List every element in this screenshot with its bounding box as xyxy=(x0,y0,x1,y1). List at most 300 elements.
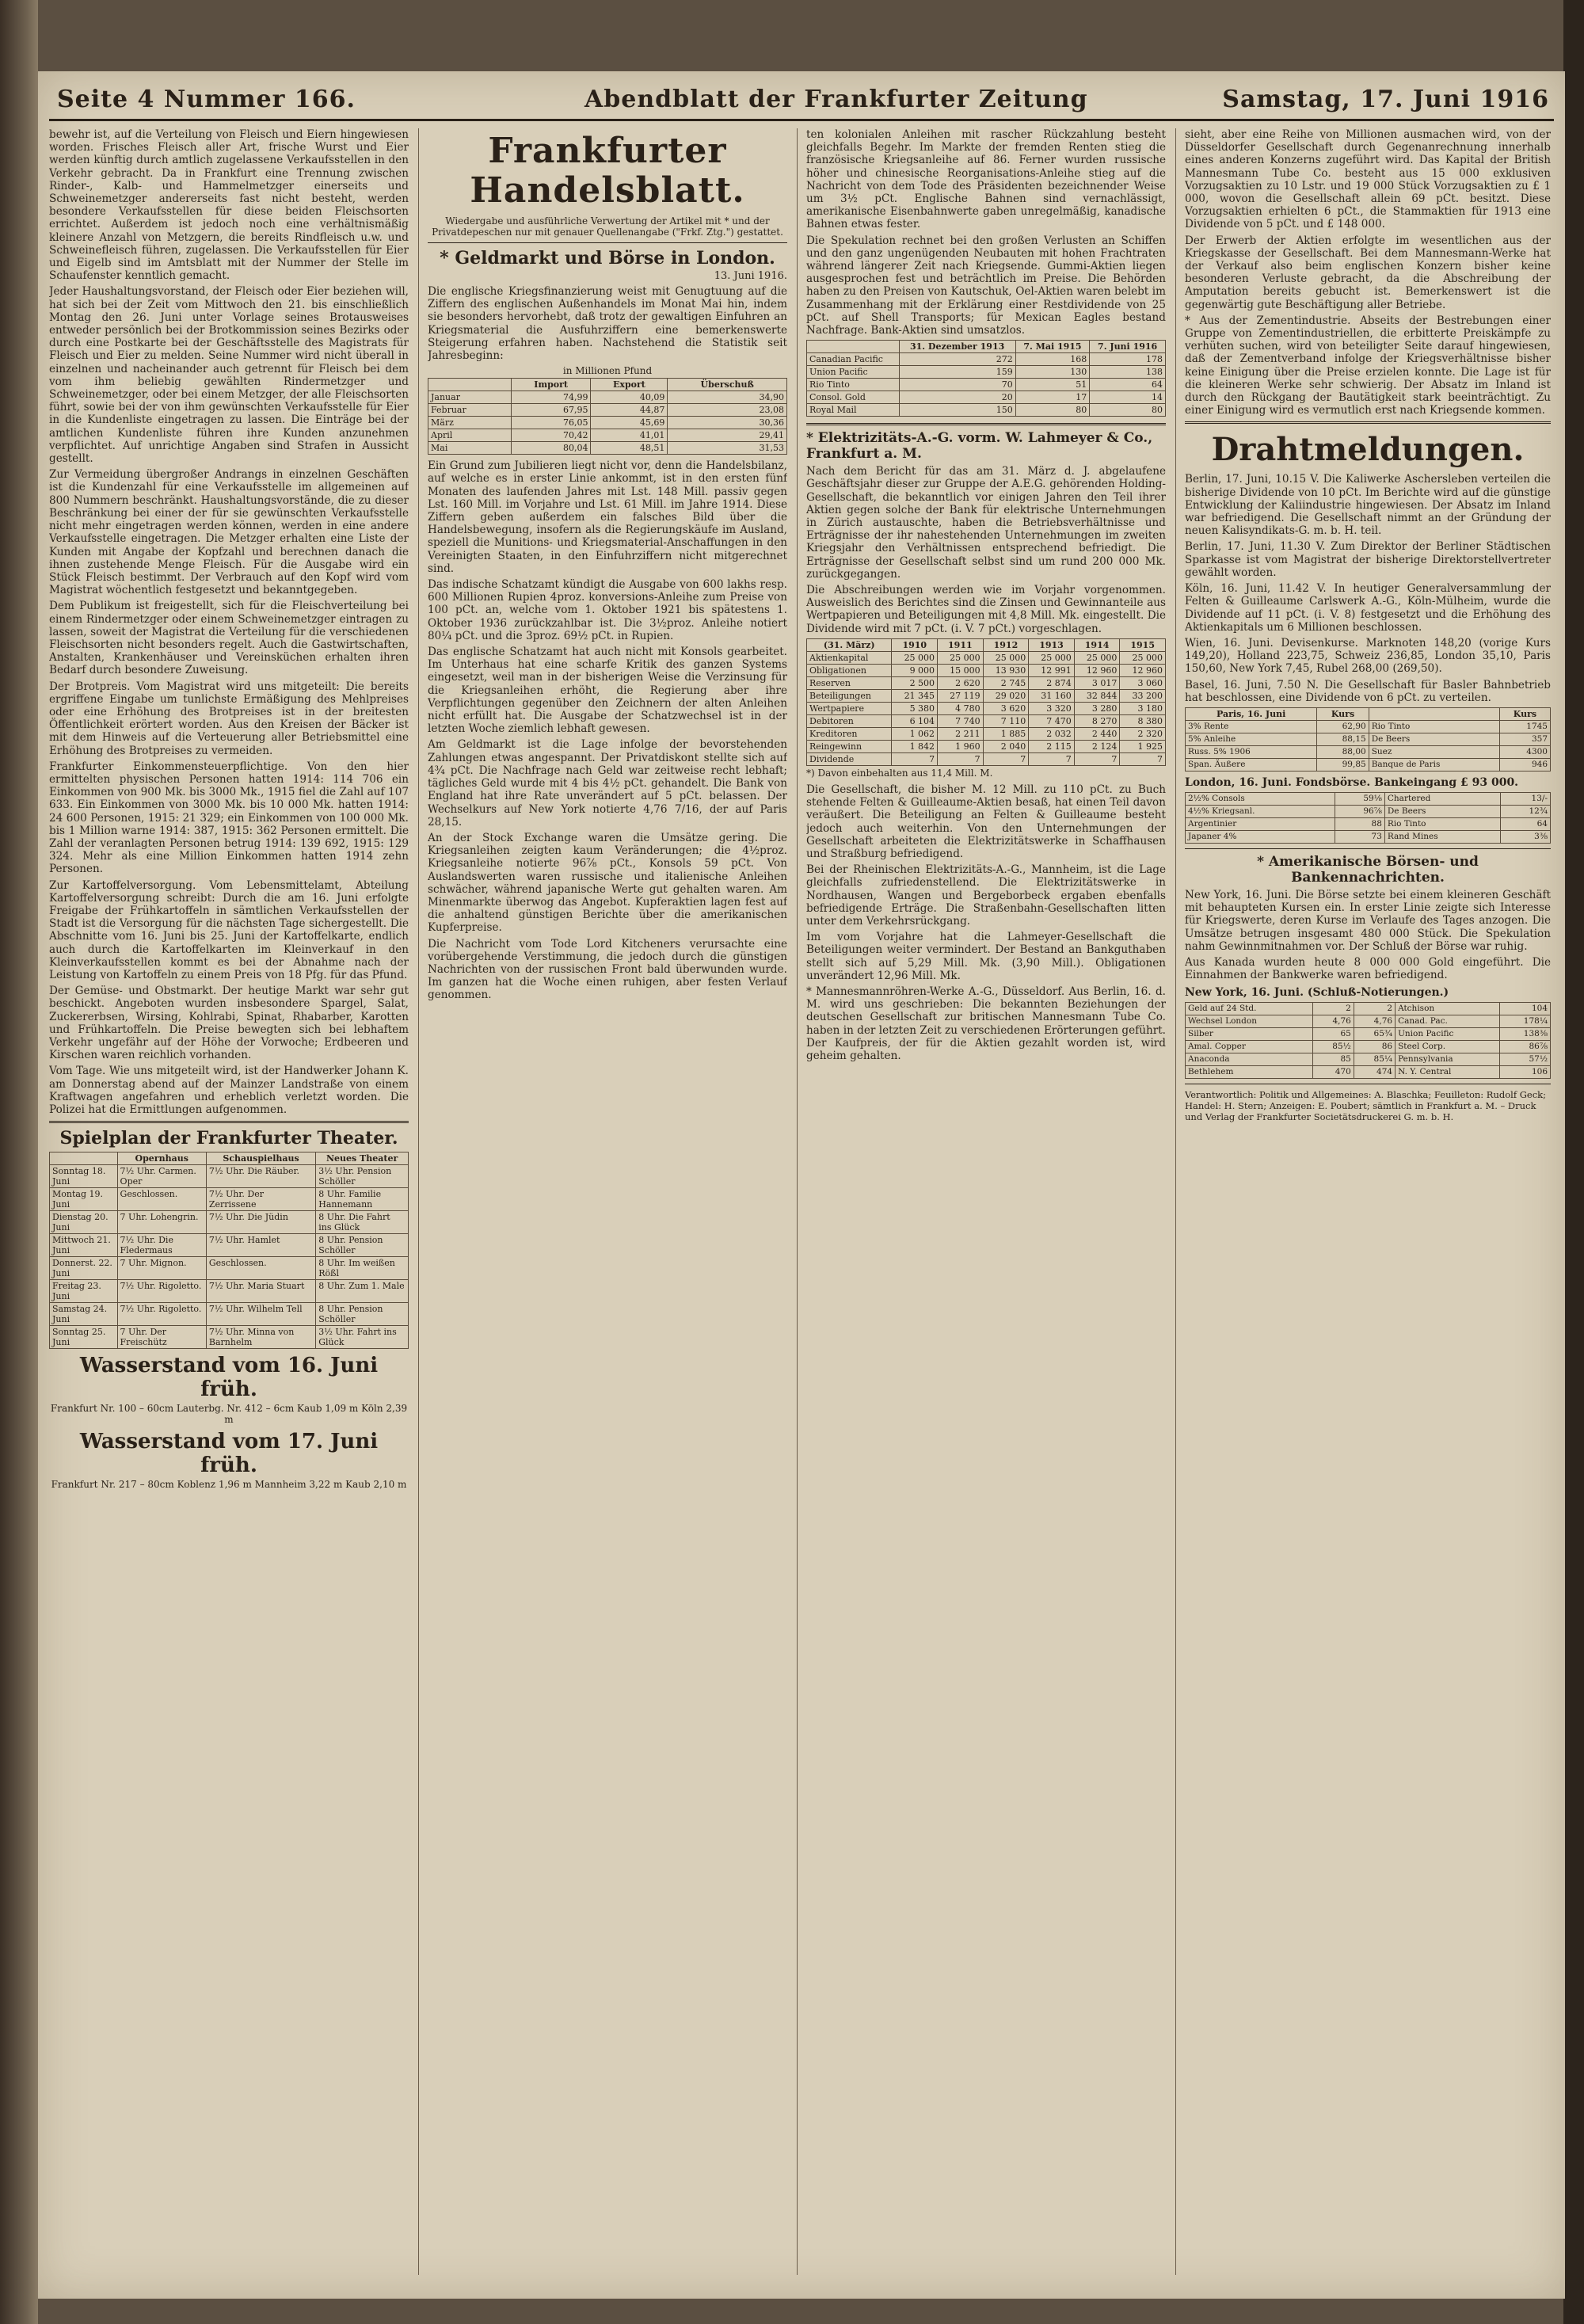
table-row xyxy=(807,366,1166,379)
table-cell: 30,36 xyxy=(668,417,787,429)
lahmeyer-title: * Elektrizitäts-A.-G. vorm. W. Lahmeyer & Co., Frankfurt a. M. xyxy=(806,430,1153,463)
rule xyxy=(806,423,1166,425)
table-cell: 2 745 xyxy=(983,676,1029,689)
table-cell: Union Pacific xyxy=(807,366,900,379)
table-row xyxy=(807,353,1166,366)
table-row xyxy=(50,1211,409,1234)
table-header-cell: Kurs xyxy=(1317,707,1369,720)
table-cell: Silber xyxy=(1186,1028,1313,1041)
table-cell: 106 xyxy=(1500,1066,1551,1079)
article-paragraph: ten kolonialen Anleihen mit rascher Rückzahlung besteht gleichfalls Begehr. Im Markte der fremden Renten stieg die französische Kriegsanleihe auf 86. Ferner wurden russische höher und chinesische Reorganisations-Anleihe stieg auf die Nachricht von dem Tode des Präsidenten bezeichnender Weise um 3½ pCt. Englische Bahnen sind vernachlässigt, amerikanische Eisenbahnwerte gaben unregelmäßig, kanadische Bahnen etwas fester. xyxy=(806,128,1166,231)
table-header-cell: 31. Dezember 1913 xyxy=(899,341,1015,353)
table-cell: 5 380 xyxy=(892,702,938,714)
article-paragraph: Das englische Schatzamt hat auch nicht mit Konsols gearbeitet. Im Unterhaus hat eine scharfe Kritik des ganzen Systems eingesetzt, weil man in der bisherigen Weise die Verzinsung für die Kriegsanleihen erhöht, die Regierung aber ihre Verpflichtungen gegenüber den Zeichnern der alten Anleihen nicht erfüllt hat. Die Ausgabe der Schatzwechsel ist in der letzten Woche ziemlich lebhaft gewesen. xyxy=(428,646,787,736)
article-paragraph: Die englische Kriegsfinanzierung weist mit Genugtuung auf die Ziffern des englischen Außenhandels im Monat Mai hin, indem sie besonders hervorhebt, daß trotz der gewaltigen Einfuhren an Kriegsmaterial die Ausfuhrziffern eine bemerkenswerte Steigerung erfahren haben. Nachstehend die Statistik seit Jahresbeginn: xyxy=(428,285,787,363)
handelsblatt-title: Frankfurter Handelsblatt. xyxy=(470,131,745,211)
table-cell: 7 xyxy=(1120,752,1166,765)
table-cell: Debitoren xyxy=(807,714,892,727)
table-cell: 1745 xyxy=(1499,720,1550,733)
table-cell: 12¾ xyxy=(1500,805,1550,817)
table-cell: 2 320 xyxy=(1120,727,1166,740)
table-cell: Rio Tinto xyxy=(1384,817,1500,830)
table-row xyxy=(50,1257,409,1280)
table-row xyxy=(50,1165,409,1188)
table-cell: 40,09 xyxy=(591,391,668,404)
table-cell: Banque de Paris xyxy=(1369,758,1499,771)
paris-table xyxy=(1185,707,1551,771)
table-cell: 99,85 xyxy=(1317,758,1369,771)
article-paragraph: Zur Vermeidung übergroßer Andrangs in einzelnen Geschäften ist die Kundenzahl für eine Verkaufsstelle im allgemeinen auf 800 Nummern beschränkt. Haushaltungsvorstände, die zu dieser Beschränkung bei einer der für sie gewünschten Verkaufsstelle nicht mehr eingetragen werden können, werden in eine andere Verkaufsstelle eingetragen. Die Metzger erhalten eine Liste der Kunden mit Angabe der Kopfzahl und berechnen danach die ihnen zustehende Menge Fleisch. Für die Ausgabe wird ein Stück Fleisch bestimmt. Der Verbrauch auf den Kopf wird vom Magistrat wöchentlich festgesetzt und bekanntgegeben. xyxy=(49,468,409,597)
table-header-cell: 1912 xyxy=(983,638,1029,651)
table-cell: Geschlossen. xyxy=(117,1188,206,1211)
issue-date: Samstag, 17. Juni 1916 xyxy=(1222,86,1549,113)
table-cell: 29 020 xyxy=(983,689,1029,702)
column-handelsblatt xyxy=(428,128,787,2275)
table-cell: 13 930 xyxy=(983,664,1029,676)
table-cell: 86⅞ xyxy=(1500,1041,1551,1053)
table-cell: 104 xyxy=(1500,1003,1551,1015)
table-cell: 3 320 xyxy=(1029,702,1075,714)
table-cell: 3⅜ xyxy=(1500,830,1550,843)
table-cell: 2 500 xyxy=(892,676,938,689)
table-cell: 3 017 xyxy=(1074,676,1120,689)
table-cell: Wechsel London xyxy=(1186,1015,1313,1028)
article-paragraph: Berlin, 17. Juni, 10.15 V. Die Kaliwerke Aschersleben verteilen die bisherige Dividende von 10 pCt. Im Berichte wird auf die günstige Entwicklung der Kaliindustrie hingewiesen. Der Absatz im Inland war befriedigend. Die Gesellschaft nimmt an der Gründung der neuen Kalisyndikats-G. m. b. H. teil. xyxy=(1185,473,1551,538)
table-cell: 34,90 xyxy=(668,391,787,404)
drahtmeldungen-title: Drahtmeldungen. xyxy=(1211,431,1525,469)
table-cell: Obligationen xyxy=(807,664,892,676)
table-cell: 67,95 xyxy=(511,404,591,417)
article-paragraph: * Aus der Zementindustrie. Abseits der Bestrebungen einer Gruppe von Zementindustriellen, die erbitterte Preiskämpfe zu verhüten suchen, wird von beteiligter Seite darauf hingewiesen, daß der Zementverband infolge der Kriegsverhältnisse bisher keine Einigung über die Preise erzielen konnte. Die Lage ist für die kleineren Werke sehr schwierig. Der Absatz im Inland ist durch den Rückgang der Bautätigkeit stark beeinträchtigt. Zu einer Einigung wird es vermutlich erst nach Kriegsende kommen. xyxy=(1185,314,1551,417)
table-cell: 2 874 xyxy=(1029,676,1075,689)
column-rule xyxy=(797,128,798,2275)
table-cell: Januar xyxy=(428,391,512,404)
table-cell: 14 xyxy=(1090,391,1166,404)
table-cell: 4300 xyxy=(1499,745,1550,758)
table-row xyxy=(50,1234,409,1257)
article-paragraph: sieht, aber eine Reihe von Millionen ausmachen wird, von der Düsseldorfer Gesellschaft durch Gegenanrechnung innerhalb eines anderen Konzerns zugeführt wird. Das Kapital der British Mannesmann Tube Co. besteht aus 15 000 exklusiven Vorzugsaktien zu 10 Lstr. und 19 000 Stück Vorzugsaktien zu £ 1 000, wovon die Gesellschaft allein 69 pCt. besitzt. Diese Vorzugsaktien erhielten 6 pCt., die Stammaktien für 1913 eine Dividende von 5 pCt. und £ 148 000. xyxy=(1185,128,1551,231)
table-cell: 4½% Kriegsanl. xyxy=(1186,805,1335,817)
table-cell: 57½ xyxy=(1500,1053,1551,1066)
table-cell: Pennsylvania xyxy=(1396,1053,1500,1066)
table-row xyxy=(428,404,787,417)
table-cell: 7½ Uhr. Maria Stuart xyxy=(206,1280,315,1303)
theater-title: Spielplan der Frankfurter Theater. xyxy=(59,1128,398,1149)
table-cell: Geschlossen. xyxy=(206,1257,315,1280)
article-paragraph: * Mannesmannröhren-Werke A.-G., Düsseldorf. Aus Berlin, 16. d. M. wird uns geschrieben: Die bekannten Beziehungen der deutschen Gesellschaft zur britischen Mannesmann Tube Co. haben in der letzten Zeit zu verschiedenen Erörterungen geführt. Der Kaufpreis, der für die Aktien gezahlt worden ist, wird geheim gehalten. xyxy=(806,985,1166,1062)
table-cell: 2 032 xyxy=(1029,727,1075,740)
article-paragraph: Die Abschreibungen werden wie im Vorjahr vorgenommen. Ausweislich des Berichtes sind die Zinsen und Gewinnanteile aus Wertpapieren und Beteiligungen mit 4,8 Mill. Mk. eingestellt. Die Dividende wird mit 7 pCt. (i. V. 7 pCt.) vorgeschlagen. xyxy=(806,584,1166,635)
table-cell: 138 xyxy=(1090,366,1166,379)
london-quotes-title: London, 16. Juni. Fondsbörse. Bankeingang £ 93 000. xyxy=(1185,775,1519,789)
table-cell: 25 000 xyxy=(938,651,984,664)
table-header-cell xyxy=(807,341,900,353)
table-row xyxy=(1186,745,1551,758)
table-cell: 7½ Uhr. Wilhelm Tell xyxy=(206,1303,315,1326)
table-cell: 470 xyxy=(1312,1066,1354,1079)
table-cell: Canad. Pac. xyxy=(1396,1015,1500,1028)
table-cell: 7 xyxy=(1074,752,1120,765)
table-cell: 272 xyxy=(899,353,1015,366)
table-cell: 159 xyxy=(899,366,1015,379)
table-cell: 138⅜ xyxy=(1500,1028,1551,1041)
table-cell: Rio Tinto xyxy=(1369,720,1499,733)
american-section-title: * Amerikanische Börsen- und Bankennachrichten. xyxy=(1257,853,1479,886)
trade-table-unit: in Millionen Pfund xyxy=(562,365,653,377)
table-cell: 7 xyxy=(938,752,984,765)
table-row xyxy=(50,1303,409,1326)
article-paragraph: Der Erwerb der Aktien erfolgte im wesentlichen aus der Kriegskasse der Gesellschaft. Bei dem Mannesmann-Werke hat der Verkauf also beim englischen Konzern bisher keine besonderen Verluste gebracht, da die Abschreibung der Amputation bereits gebucht ist. Bemerkenswert ist die gegenwärtig gute Beschäftigung aller Betriebe. xyxy=(1185,234,1551,311)
table-cell: 64 xyxy=(1500,817,1550,830)
table-cell: 85½ xyxy=(1312,1041,1354,1053)
table-cell: 8 Uhr. Familie Hannemann xyxy=(316,1188,409,1211)
industry-articles xyxy=(1185,128,1551,417)
column-companies xyxy=(806,128,1166,2275)
article-paragraph: Basel, 16. Juni, 7.50 N. Die Gesellschaft für Basler Bahnbetrieb hat beschlossen, eine Dividende von 6 pCt. zu verteilen. xyxy=(1185,678,1551,704)
table-cell: 51 xyxy=(1015,379,1090,391)
table-cell: Argentinier xyxy=(1186,817,1335,830)
newspaper-page xyxy=(38,71,1565,2299)
table-cell: 7 xyxy=(983,752,1029,765)
table-cell: 474 xyxy=(1354,1066,1395,1079)
table-cell: 7½ Uhr. Die Jüdin xyxy=(206,1211,315,1234)
lahmeyer-articles xyxy=(806,465,1166,635)
table-cell: 7½ Uhr. Der Zerrissene xyxy=(206,1188,315,1211)
table-cell: 1 885 xyxy=(983,727,1029,740)
table-cell: 9 000 xyxy=(892,664,938,676)
table-cell: 7 xyxy=(892,752,938,765)
dateline: 13. Juni 1916. xyxy=(714,270,787,282)
rule xyxy=(49,1121,409,1123)
article-paragraph: Bei der Rheinischen Elektrizitäts-A.-G., Mannheim, ist die Lage gleichfalls zufriedenstellend. Die Elektrizitätswerke in Nordhausen, Wangen und Bergeborbeck ergaben ebenfalls befriedigende Erträge. Die Straßenbahn-Gesellschaften litten unter dem Verkehrsrückgang. xyxy=(806,863,1166,928)
table-cell: 4 780 xyxy=(938,702,984,714)
table-header-cell xyxy=(428,379,512,391)
table-cell: Aktienkapital xyxy=(807,651,892,664)
article-paragraph: Frankfurter Einkommensteuerpflichtige. Von den hier ermittelten physischen Personen hatten 1914: 114 706 ein Einkommen von 900 Mk. bis 3000 Mk., 1915 fiel die Zahl auf 107 633. Ein Einkommen von 3000 Mk. bis 10 000 Mk. hatten 1914: 24 600 Personen, 1915: 21 329; ein Einkommen von 100 000 Mk. bis 1 Million warne 1914: 387, 1915: 362 Personen ermittelt. Die Zahl der veranlagten Personen betrug 1914: 139 692, 1915: 129 324. Mehr als eine Million Einkommen hatten 1914 zehn Personen. xyxy=(49,760,409,876)
table-cell: 44,87 xyxy=(591,404,668,417)
article-paragraph: Jeder Haushaltungsvorstand, der Fleisch oder Eier beziehen will, hat sich bei der Zeit vom Mittwoch den 21. bis einschließlich Montag den 26. Juni unter Vorlage seines Brotausweises entweder persönlich bei der Brotkommission seines Bezirks oder durch eine Postkarte bei der Geschäftsstelle des Magistrats für Fleisch und Eier zu melden. Seine Nummer wird nicht überall in einzelnen und nacheinander auch getrennt für Fleisch bei dem vom ihm beliebig gewählten Rindermetzger und Schweinemetzger, oder bei einem Metzger, der alle Fleischsorten führt, sowie bei der von ihm gewünschten Verkaufsstelle für Eier in die Kundenliste eingetragen zu lassen. Die Einträge bei der amtlichen Kundenliste führen ihre Kunden anzunehmen verpflichtet. Auf unrichtige Angaben sind Strafen in Aussicht gestellt. xyxy=(49,285,409,466)
table-cell: Reingewinn xyxy=(807,740,892,752)
table-cell: 85 xyxy=(1312,1053,1354,1066)
table-cell: 88,00 xyxy=(1317,745,1369,758)
table-cell: 7½ Uhr. Die Fledermaus xyxy=(117,1234,206,1257)
table-row xyxy=(807,752,1166,765)
table-cell: 96⅞ xyxy=(1335,805,1384,817)
table-cell: 25 000 xyxy=(892,651,938,664)
table-cell: 8 380 xyxy=(1120,714,1166,727)
table-cell: N. Y. Central xyxy=(1396,1066,1500,1079)
table-cell: 7½ Uhr. Rigoletto. xyxy=(117,1280,206,1303)
article-paragraph: Vom Tage. Wie uns mitgeteilt wird, ist der Handwerker Johann K. am Donnerstag abend auf der Mainzer Landstraße von einem Kraftwagen angefahren und erheblich verletzt worden. Die Polizei hat die Ermittlungen aufgenommen. xyxy=(49,1065,409,1117)
table-row xyxy=(1186,830,1551,843)
table-cell: 12 960 xyxy=(1120,664,1166,676)
table-header-cell: Paris, 16. Juni xyxy=(1186,707,1317,720)
table-cell: 8 270 xyxy=(1074,714,1120,727)
table-cell: 1 960 xyxy=(938,740,984,752)
table-cell: 3½ Uhr. Pension Schöller xyxy=(316,1165,409,1188)
table-cell: 3% Rente xyxy=(1186,720,1317,733)
table-cell: 32 844 xyxy=(1074,689,1120,702)
table-header-cell: 7. Mai 1915 xyxy=(1015,341,1090,353)
water-level-title-1: Wasserstand vom 16. Juni früh. xyxy=(79,1354,379,1402)
table-row xyxy=(50,1280,409,1303)
table-cell: März xyxy=(428,417,512,429)
table-cell: Sonntag 18. Juni xyxy=(50,1165,118,1188)
table-cell: 4,76 xyxy=(1312,1015,1354,1028)
rule xyxy=(1185,848,1551,849)
table-cell: 3½ Uhr. Fahrt ins Glück xyxy=(316,1326,409,1349)
table-row xyxy=(1186,720,1551,733)
table-cell: 2 211 xyxy=(938,727,984,740)
article-paragraph: Am Geldmarkt ist die Lage infolge der bevorstehenden Zahlungen etwas angespannt. Der Privatdiskont stellte sich auf 4¾ pCt. Die Nachfrage nach Geld war zeitweise recht lebhaft; tägliches Geld wurde mit 4 bis 4½ pCt. gehandelt. Die Bank von England hat ihre Rate unverändert auf 5 pCt. belassen. Der Wechselkurs auf New York notierte 4,76 7/16, der auf Paris 28,15. xyxy=(428,738,787,829)
table-cell: Rio Tinto xyxy=(807,379,900,391)
local-news-articles xyxy=(49,128,409,1116)
table-cell: 7½ Uhr. Die Räuber. xyxy=(206,1165,315,1188)
table-cell: Atchison xyxy=(1396,1003,1500,1015)
table-cell: 2 xyxy=(1354,1003,1395,1015)
table-row xyxy=(807,740,1166,752)
table-header-cell xyxy=(1369,707,1499,720)
article-paragraph: Berlin, 17. Juni, 11.30 V. Zum Direktor der Berliner Städtischen Sparkasse ist vom Magistrat der bisherige Direktorstellvertreter gewählt worden. xyxy=(1185,540,1551,579)
table-header-cell: 1910 xyxy=(892,638,938,651)
london-table xyxy=(1185,792,1551,844)
table-cell: Rand Mines xyxy=(1384,830,1500,843)
table-row xyxy=(428,429,787,442)
table-cell: 29,41 xyxy=(668,429,787,442)
table-cell: 85¼ xyxy=(1354,1053,1395,1066)
table-header-cell: (31. März) xyxy=(807,638,892,651)
table-header-cell: 7. Juni 1916 xyxy=(1090,341,1166,353)
article-paragraph: Die Spekulation rechnet bei den großen Verlusten an Schiffen und den ganz ungenügenden Neubauten mit hohen Frachtraten während längerer Zeit nach Kriegsende. Gummi-Aktien liegen ausgesprochen fest und beträchtlich im Preise. Die Behörden haben zu den Preisen von Kautschuk, Oel-Aktien waren belebt im Zusammenhang mit der Erklärung einer Restdividende von 25 pCt. auf Shell Transports; für Mexican Eagles bestand Nachfrage. Bank-Aktien sind umsatzlos. xyxy=(806,234,1166,337)
table-cell: Sonntag 25. Juni xyxy=(50,1326,118,1349)
table-row xyxy=(1186,758,1551,771)
table-cell: De Beers xyxy=(1369,733,1499,745)
table-header-cell: Kurs xyxy=(1499,707,1550,720)
table-row xyxy=(807,651,1166,664)
table-cell: 25 000 xyxy=(1074,651,1120,664)
rule xyxy=(428,242,787,243)
telegram-items xyxy=(1185,473,1551,703)
table-cell: 48,51 xyxy=(591,442,668,455)
table-row xyxy=(428,391,787,404)
table-cell: 25 000 xyxy=(1120,651,1166,664)
article-paragraph: Die Gesellschaft, die bisher M. 12 Mill. zu 110 pCt. zu Buch stehende Felten & Guilleaume-Aktien besaß, hat einen Teil davon veräußert. Die Beteiligung an Felten & Guilleaume besteht jedoch auch weiterhin. Von den Unternehmungen der Gesellschaft arbeiteten die Elektrizitätswerke in Schaffhausen und Straßburg befriedigend. xyxy=(806,783,1166,860)
table-header-cell: Import xyxy=(511,379,591,391)
table-row xyxy=(1186,1003,1551,1015)
table-row xyxy=(807,689,1166,702)
table-cell: Bethlehem xyxy=(1186,1066,1313,1079)
table-cell: 7 xyxy=(1029,752,1075,765)
table-header-cell: Opernhaus xyxy=(117,1152,206,1165)
table-cell: 6 104 xyxy=(892,714,938,727)
table-cell: Anaconda xyxy=(1186,1053,1313,1066)
table-cell: 946 xyxy=(1499,758,1550,771)
table-cell: 12 960 xyxy=(1074,664,1120,676)
table-cell: 41,01 xyxy=(591,429,668,442)
table-cell: 130 xyxy=(1015,366,1090,379)
water-level-line-1: Frankfurt Nr. 100 – 60cm Lauterbg. Nr. 412 – 6cm Kaub 1,09 m Köln 2,39 m xyxy=(50,1403,408,1426)
table-cell: 25 000 xyxy=(1029,651,1075,664)
table-header-cell: 1914 xyxy=(1074,638,1120,651)
table-cell: 150 xyxy=(899,404,1015,417)
table-cell: 1 842 xyxy=(892,740,938,752)
table-cell: Chartered xyxy=(1384,792,1500,805)
table-cell: 7 Uhr. Mignon. xyxy=(117,1257,206,1280)
table-cell: 7 Uhr. Lohengrin. xyxy=(117,1211,206,1234)
table-cell: 45,69 xyxy=(591,417,668,429)
table-cell: 2 xyxy=(1312,1003,1354,1015)
scan-edge xyxy=(1563,0,1584,2324)
table-cell: Geld auf 24 Std. xyxy=(1186,1003,1313,1015)
table-row xyxy=(1186,1053,1551,1066)
table-cell: 76,05 xyxy=(511,417,591,429)
table-cell: 8 Uhr. Zum 1. Male xyxy=(316,1280,409,1303)
table-cell: 12 991 xyxy=(1029,664,1075,676)
table-row xyxy=(807,727,1166,740)
table-cell: 13/- xyxy=(1500,792,1550,805)
table-cell: 7 110 xyxy=(983,714,1029,727)
water-level-title-2: Wasserstand vom 17. Juni früh. xyxy=(79,1430,379,1478)
table-cell: Montag 19. Juni xyxy=(50,1188,118,1211)
table-header-cell: 1913 xyxy=(1029,638,1075,651)
table-cell: 3 280 xyxy=(1074,702,1120,714)
table-cell: Royal Mail xyxy=(807,404,900,417)
table-cell: 20 xyxy=(899,391,1015,404)
table-cell: 80 xyxy=(1015,404,1090,417)
table-cell: Februar xyxy=(428,404,512,417)
table-cell: Amal. Copper xyxy=(1186,1041,1313,1053)
table-cell: 25 000 xyxy=(983,651,1029,664)
table-cell: 65¾ xyxy=(1354,1028,1395,1041)
table-cell: 7½ Uhr. Hamlet xyxy=(206,1234,315,1257)
article-paragraph: New York, 16. Juni. Die Börse setzte bei einem kleineren Geschäft mit behaupteten Kursen ein. In erster Linie zeigte sich Interesse für Kriegswerte, deren Kurse im Verlaufe des Tages anzogen. Die Umsätze betrugen insgesamt 480 000 Stück. Die Spekulation nahm Gewinnmitnahmen vor. Der Schluß der Börse war ruhig. xyxy=(1185,888,1551,953)
table-cell: April xyxy=(428,429,512,442)
table-cell: Span. Äußere xyxy=(1186,758,1317,771)
table-cell: 8 Uhr. Pension Schöller xyxy=(316,1303,409,1326)
table-cell: 59⅛ xyxy=(1335,792,1384,805)
table-cell: 3 620 xyxy=(983,702,1029,714)
table-cell: 2 040 xyxy=(983,740,1029,752)
table-cell: 7 470 xyxy=(1029,714,1075,727)
table-cell: Donnerst. 22. Juni xyxy=(50,1257,118,1280)
table-row xyxy=(807,702,1166,714)
theater-table xyxy=(49,1152,409,1349)
header-rule xyxy=(49,119,1554,121)
table-cell: Consol. Gold xyxy=(807,391,900,404)
column-rule xyxy=(1175,128,1176,2275)
table-cell: 2 620 xyxy=(938,676,984,689)
article-paragraph: Köln, 16. Juni, 11.42 V. In heutiger Generalversammlung der Felten & Guilleaume Carlswerk A.-G., Köln-Mülheim, wurde die Dividende auf 11 pCt. (i. V. 8) festgesetzt und die Erhöhung des Aktienkapitals um 6 Millionen beschlossen. xyxy=(1185,582,1551,634)
article-paragraph: An der Stock Exchange waren die Umsätze gering. Die Kriegsanleihen zeigten kaum Veränderungen; die 4½proz. Kriegsanleihe notierte 96⅞ pCt., Konsols 59 pCt. Von Auslandswerten waren russische und italienische Anleihen schwächer, während japanische Werte gut gehalten waren. Am Minenmarkte überwog das Angebot. Kupferaktien lagen fest auf die anhaltend günstigen Berichte über die amerikanischen Kupferpreise. xyxy=(428,831,787,935)
article-paragraph: Ein Grund zum Jubilieren liegt nicht vor, denn die Handelsbilanz, auf welche es in erster Linie ankommt, ist in den ersten fünf Monaten des laufenden Jahres mit Lst. 148 Mill. passiv gegen Lst. 160 Mill. im Vorjahre und Lst. 61 Mill. im Jahre 1914. Diese Ziffern geben außerdem ein falsches Bild über die Handelsbewegung, insofern als die Regierungskäufe im Ausland, speziell die Munitions- und Kriegsmaterial-Anschaffungen in den Vereinigten Staaten, in den Einfuhrziffern nicht mitgerechnet sind. xyxy=(428,459,787,575)
table-cell: 3 060 xyxy=(1120,676,1166,689)
table-row xyxy=(428,442,787,455)
table-cell: Freitag 23. Juni xyxy=(50,1280,118,1303)
table-cell: Beteiligungen xyxy=(807,689,892,702)
table-row xyxy=(428,417,787,429)
table-cell: 80 xyxy=(1090,404,1166,417)
article-paragraph: Das indische Schatzamt kündigt die Ausgabe von 600 lakhs resp. 600 Millionen Rupien 4proz. konversions-Anleihe zum Preise von 100 pCt. an, welche vom 1. Oktober 1921 bis spätestens 1. Oktober 1936 zurückzahlbar ist. Die 3½proz. Anleihe notiert 80¼ pCt. und die 3proz. 69½ pCt. in Rupien. xyxy=(428,578,787,642)
column-telegrams xyxy=(1185,128,1551,2275)
table-cell: 7½ Uhr. Carmen. Oper xyxy=(117,1165,206,1188)
table-cell: Steel Corp. xyxy=(1396,1041,1500,1053)
table-row xyxy=(1186,1015,1551,1028)
new-york-title: New York, 16. Juni. (Schluß-Notierungen.) xyxy=(1185,986,1449,1000)
masthead: Abendblatt der Frankfurter Zeitung xyxy=(584,86,1088,113)
table-cell: 74,99 xyxy=(511,391,591,404)
page-number: Seite 4 Nummer 166. xyxy=(57,86,356,113)
table-header-cell: Schauspielhaus xyxy=(206,1152,315,1165)
table-cell: 8 Uhr. Im weißen Rößl xyxy=(316,1257,409,1280)
table-cell: 8 Uhr. Die Fahrt ins Glück xyxy=(316,1211,409,1234)
table-cell: 70 xyxy=(899,379,1015,391)
table-cell: 7½ Uhr. Rigoletto. xyxy=(117,1303,206,1326)
table-cell: Suez xyxy=(1369,745,1499,758)
table-cell: 2 124 xyxy=(1074,740,1120,752)
table-cell: Union Pacific xyxy=(1396,1028,1500,1041)
table-cell: 62,90 xyxy=(1317,720,1369,733)
table-cell: Dienstag 20. Juni xyxy=(50,1211,118,1234)
table-cell: Russ. 5% 1906 xyxy=(1186,745,1317,758)
table-row xyxy=(50,1326,409,1349)
table-cell: Dividende xyxy=(807,752,892,765)
table-cell: 31,53 xyxy=(668,442,787,455)
table-row xyxy=(1186,1041,1551,1053)
table-cell: 15 000 xyxy=(938,664,984,676)
table-cell: 65 xyxy=(1312,1028,1354,1041)
article-paragraph: Dem Publikum ist freigestellt, sich für die Fleischverteilung bei einem Rindermetzger oder einem Schweinemetzger eintragen zu lassen, soweit der Magistrat die Verteilung für die verschiedenen Fleischsorten nicht besonders regelt. Auch die Gastwirtschaften, Anstalten, Krankenhäuser und Vereinsküchen erhalten ihren Bedarf durch besondere Zuweisung. xyxy=(49,600,409,677)
market-articles xyxy=(806,128,1166,337)
balance-table xyxy=(806,638,1166,766)
table-cell: 2½% Consols xyxy=(1186,792,1335,805)
table-cell: 8 Uhr. Pension Schöller xyxy=(316,1234,409,1257)
article-paragraph: Aus Kanada wurden heute 8 000 000 Gold eingeführt. Die Einnahmen der Bankwerke waren befriedigend. xyxy=(1185,955,1551,982)
table-cell: 7 Uhr. Der Freischütz xyxy=(117,1326,206,1349)
table-cell: 357 xyxy=(1499,733,1550,745)
trade-table xyxy=(428,378,787,455)
table-cell: Reserven xyxy=(807,676,892,689)
article-paragraph: bewehr ist, auf die Verteilung von Fleisch und Eiern hingewiesen worden. Frisches Fleisch aller Art, frische Wurst und Eier werden künftig durch amtlich zugelassene Verkaufsstellen in den Verkehr gebracht. Da in Frankfurt eine Trennung zwischen Rinder-, Kalb- und Hammelmetzger einerseits und Schweinemetzger andererseits fast nicht besteht, werden besondere Verkaufsstellen für diese beiden Fleischsorten errichtet. Außerdem ist jedoch noch eine verhältnismäßig kleinere Anzahl von Metzgern, die bereits Rindfleisch u.w. und Schweinefleisch führen, zugelassen. Die Verkaufsstellen für Eier und Eigelb sind im Amtsblatt mit der Nummer der Stelle im Schaufenster kenntlich gemacht. xyxy=(49,128,409,283)
table-cell: 2 440 xyxy=(1074,727,1120,740)
table-cell: 73 xyxy=(1335,830,1384,843)
article-paragraph: Nach dem Bericht für das am 31. März d. J. abgelaufene Geschäftsjahr dieser zur Gruppe der A.E.G. gehörenden Holding-Gesellschaft, die bekanntlich vor einigen Jahren den Teil ihrer Aktien gegen solche der Bank für elektrische Unternehmungen in Zürich austauschte, haben die Betriebsverhältnisse und Erträgnisse der ihr nahestehenden Unternehmungen im zweiten Kriegsjahr den Verhältnissen entsprechend befriedigt. Die Erträgnisse der Gesellschaft selbst sind um rund 200 000 Mk. zurückgegangen. xyxy=(806,465,1166,581)
table-cell: De Beers xyxy=(1384,805,1500,817)
table-cell: 17 xyxy=(1015,391,1090,404)
table-row xyxy=(1186,1066,1551,1079)
article-paragraph: Im vom Vorjahre hat die Lahmeyer-Gesellschaft die Beteiligungen weiter vermindert. Der Bestand an Bankguthaben stellt sich auf 5,29 Mill. Mk. (3,90 Mill.). Obligationen unverändert 12,96 Mill. Mk. xyxy=(806,931,1166,982)
london-articles xyxy=(428,459,787,1001)
table-header-cell: 1915 xyxy=(1120,638,1166,651)
table-cell: 27 119 xyxy=(938,689,984,702)
table-header-cell: Export xyxy=(591,379,668,391)
table-row xyxy=(807,676,1166,689)
water-level-line-2: Frankfurt Nr. 217 – 80cm Koblenz 1,96 m Mannheim 3,22 m Kaub 2,10 m xyxy=(51,1479,407,1491)
table-row xyxy=(1186,817,1551,830)
rule xyxy=(1185,421,1551,424)
table-cell: 88,15 xyxy=(1317,733,1369,745)
table-cell: Mai xyxy=(428,442,512,455)
table-cell: 7 740 xyxy=(938,714,984,727)
london-section-title: * Geldmarkt und Börse in London. xyxy=(440,248,775,269)
article-paragraph: Zur Kartoffelversorgung. Vom Lebensmittelamt, Abteilung Kartoffelversorgung schreibt: Durch die am 16. Juni erfolgte Freigabe der Frühkartoffeln in sämtlichen Verkaufsstellen der Stadt ist die Versorgung für die nächsten Tage sichergestellt. Die Abschnitte vom 16. Juni bis 25. Juni der Kartoffelkarte, endlich auch durch die Kartoffelkarten im Kleinverkauf in den Kleinverkaufsstellen kommt es bei der Abnahme nach der Leistung von Kartoffeln zu einem Preis von 18 Pfg. für das Pfund. xyxy=(49,878,409,981)
table-header-cell xyxy=(50,1152,118,1165)
table-cell: 3 180 xyxy=(1120,702,1166,714)
table-cell: 7½ Uhr. Minna von Barnhelm xyxy=(206,1326,315,1349)
table-cell: Mittwoch 21. Juni xyxy=(50,1234,118,1257)
table-cell: 1 925 xyxy=(1120,740,1166,752)
article-paragraph: Die Nachricht vom Tode Lord Kitcheners verursachte eine vorübergehende Verstimmung, die jedoch durch die günstigen Nachrichten von der russischen Front bald überwunden wurde. Im ganzen hat die Woche einen ruhigen, aber festen Verlauf genommen. xyxy=(428,937,787,1002)
table-row xyxy=(1186,1028,1551,1041)
